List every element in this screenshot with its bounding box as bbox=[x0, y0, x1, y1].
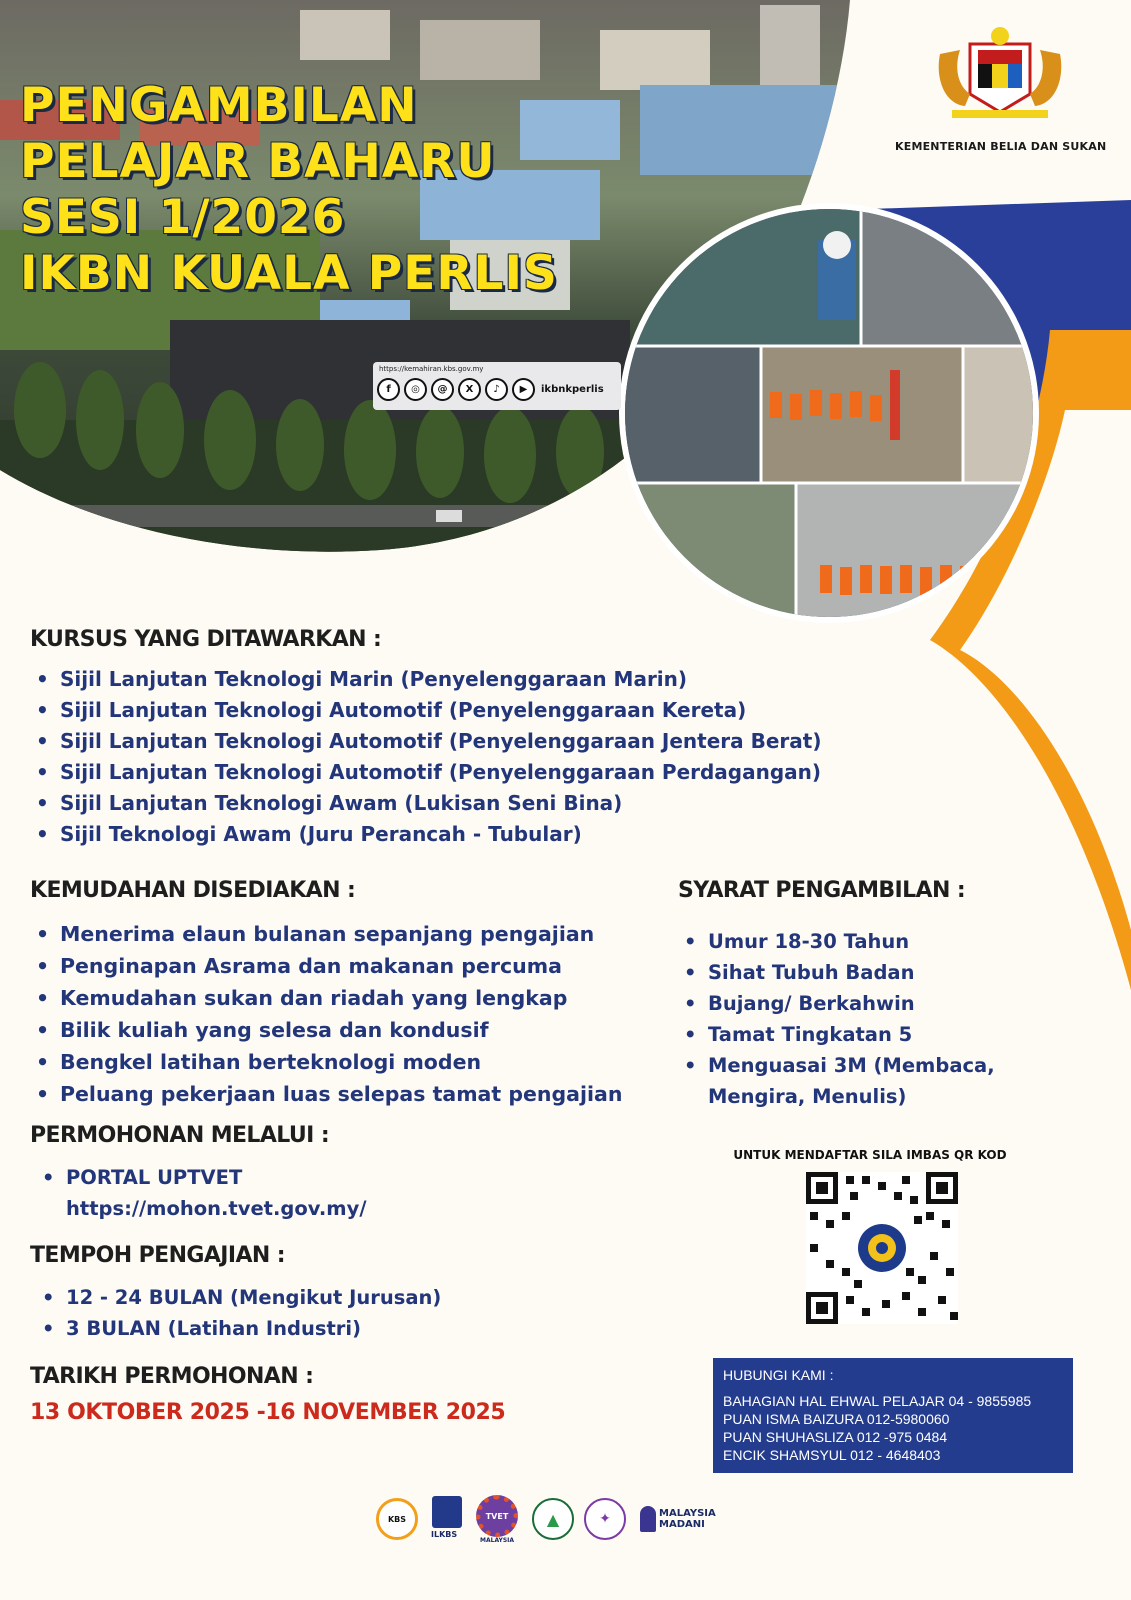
madani-line-1: MALAYSIA bbox=[659, 1508, 716, 1519]
ministry-name: KEMENTERIAN BELIA DAN SUKAN bbox=[895, 140, 1107, 153]
list-item: • Bujang/ Berkahwin bbox=[678, 988, 1048, 1019]
list-item: • Sijil Lanjutan Teknologi Marin (Penyelenggaraan Marin) bbox=[30, 664, 821, 695]
qr-code-icon[interactable] bbox=[806, 1172, 958, 1324]
list-item: • Sijil Lanjutan Teknologi Automotif (Penyelenggaraan Kereta) bbox=[30, 695, 821, 726]
poster-title bbox=[20, 78, 558, 302]
list-item: • 3 BULAN (Latihan Industri) bbox=[36, 1313, 441, 1344]
courses-list bbox=[30, 664, 821, 850]
title-line-1: PENGAMBILAN bbox=[20, 78, 418, 133]
list-item: • Menerima elaun bulanan sepanjang pengajian bbox=[30, 918, 623, 950]
x-icon[interactable]: X bbox=[458, 378, 481, 401]
list-item: • 12 - 24 BULAN (Mengikut Jurusan) bbox=[36, 1282, 441, 1313]
portal-name: • PORTAL UPTVET bbox=[66, 1166, 243, 1189]
facebook-icon[interactable]: f bbox=[377, 378, 400, 401]
title-line-4: IKBN KUALA PERLIS bbox=[20, 246, 558, 301]
application-list bbox=[36, 1162, 366, 1224]
list-item: • Sijil Lanjutan Teknologi Automotif (Penyelenggaraan Perdagangan) bbox=[30, 757, 821, 788]
contact-line: PUAN SHUHASLIZA 012 -975 0484 bbox=[723, 1429, 948, 1445]
requirements-heading: SYARAT PENGAMBILAN : bbox=[678, 878, 966, 903]
list-item: • Sijil Lanjutan Teknologi Automotif (Penyelenggaraan Jentera Berat) bbox=[30, 726, 821, 757]
kbs-logo-icon: KBS bbox=[376, 1498, 418, 1540]
madani-wordmark bbox=[659, 1508, 716, 1530]
duration-list bbox=[36, 1282, 441, 1344]
rakan-muda-logo-icon: ▲ bbox=[532, 1498, 574, 1540]
contact-box bbox=[713, 1358, 1073, 1473]
ilkbs-logo-icon bbox=[432, 1496, 462, 1528]
list-item: • Peluang pekerjaan luas selepas tamat pengajian bbox=[30, 1078, 623, 1110]
tvet-logo bbox=[476, 1495, 522, 1543]
youtube-icon[interactable]: ▶ bbox=[512, 378, 535, 401]
madani-line-2: MADANI bbox=[659, 1519, 705, 1530]
qr-label: UNTUK MENDAFTAR SILA IMBAS QR KOD bbox=[733, 1148, 1007, 1162]
dates-heading: TARIKH PERMOHONAN : bbox=[30, 1364, 314, 1389]
list-item: • Sijil Teknologi Awam (Juru Perancah - Tubular) bbox=[30, 819, 821, 850]
madani-icon bbox=[640, 1506, 656, 1532]
list-item: • Menguasai 3M (Membaca, Mengira, Menulis) bbox=[678, 1050, 1048, 1112]
social-url[interactable]: https://kemahiran.kbs.gov.my bbox=[379, 365, 484, 373]
social-handle: ikbnkperlis bbox=[541, 384, 604, 395]
facilities-list bbox=[30, 918, 623, 1110]
list-item: • Bilik kuliah yang selesa dan kondusif bbox=[30, 1014, 623, 1046]
list-item: • Umur 18-30 Tahun bbox=[678, 926, 1048, 957]
tvet-caption: MALAYSIA bbox=[480, 1537, 515, 1544]
social-media-bar bbox=[373, 362, 621, 410]
contact-line: ENCIK SHAMSYUL 012 - 4648403 bbox=[723, 1447, 941, 1463]
tvet-logo-icon: TVET bbox=[476, 1495, 518, 1537]
ilkbs-logo bbox=[428, 1496, 466, 1542]
list-item: • Kemudahan sukan dan riadah yang lengkap bbox=[30, 982, 623, 1014]
title-line-3: SESI 1/2026 bbox=[20, 190, 346, 245]
instagram-icon[interactable]: ◎ bbox=[404, 378, 427, 401]
coat-of-arms-icon bbox=[930, 24, 1070, 124]
footer-logos bbox=[376, 1495, 716, 1543]
threads-icon[interactable]: @ bbox=[431, 378, 454, 401]
duration-heading: TEMPOH PENGAJIAN : bbox=[30, 1243, 285, 1268]
social-icons bbox=[377, 378, 604, 401]
contact-line: BAHAGIAN HAL EHWAL PELAJAR 04 - 9855985 bbox=[723, 1393, 1032, 1409]
contact-line: PUAN ISMA BAIZURA 012-5980060 bbox=[723, 1411, 950, 1427]
facilities-heading: KEMUDAHAN DISEDIAKAN : bbox=[30, 878, 356, 903]
list-item: • Sihat Tubuh Badan bbox=[678, 957, 1048, 988]
malaysia-madani-logo bbox=[640, 1506, 716, 1532]
title-line-2: PELAJAR BAHARU bbox=[20, 134, 496, 189]
rakan-muda-seal-icon: ✦ bbox=[584, 1498, 626, 1540]
application-dates: 13 OKTOBER 2025 -16 NOVEMBER 2025 bbox=[30, 1400, 506, 1425]
ilkbs-caption: ILKBS bbox=[431, 1530, 458, 1539]
courses-heading: KURSUS YANG DITAWARKAN : bbox=[30, 627, 382, 652]
list-item: • Tamat Tingkatan 5 bbox=[678, 1019, 1048, 1050]
tiktok-icon[interactable]: ♪ bbox=[485, 378, 508, 401]
list-item: • Bengkel latihan berteknologi moden bbox=[30, 1046, 623, 1078]
list-item bbox=[36, 1162, 366, 1224]
list-item: • Penginapan Asrama dan makanan percuma bbox=[30, 950, 623, 982]
application-heading: PERMOHONAN MELALUI : bbox=[30, 1123, 330, 1148]
contact-heading: HUBUNGI KAMI : bbox=[723, 1367, 834, 1383]
requirements-list bbox=[678, 926, 1048, 1112]
list-item: • Sijil Lanjutan Teknologi Awam (Lukisan Seni Bina) bbox=[30, 788, 821, 819]
portal-link[interactable]: https://mohon.tvet.gov.my/ bbox=[66, 1197, 367, 1220]
